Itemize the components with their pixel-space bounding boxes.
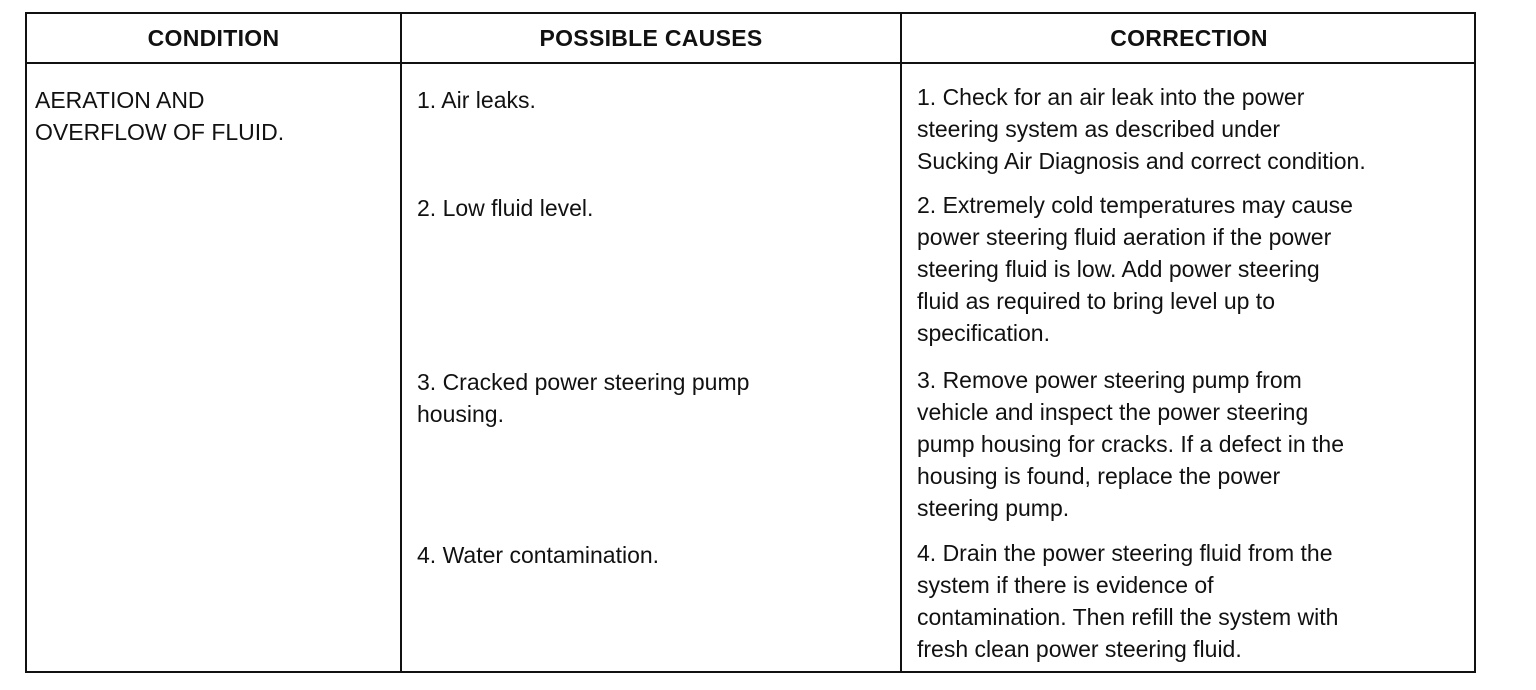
correction-3: 3. Remove power steering pump from vehicle and inspect the power steering pump housing for cracks. If a defect in the housing is found, replace the power steering pump. — [917, 367, 1345, 521]
correction-2: 2. Extremely cold temperatures may cause power steering fluid aeration if the power steering fluid is low. Add power steering fluid as required to bring level up to specification. — [917, 192, 1353, 346]
condition-cell: AERATION AND OVERFLOW OF FLUID. — [35, 87, 285, 145]
header-possible-causes: POSSIBLE CAUSES — [539, 24, 763, 51]
correction-4: 4. Drain the power steering fluid from the system if there is evidence of contamination. Then refill the system with fresh clean power steering fluid. — [917, 540, 1339, 662]
cause-2: 2. Low fluid level. — [417, 195, 594, 221]
header-correction: CORRECTION — [1110, 24, 1268, 51]
cause-3: 3. Cracked power steering pump housing. — [417, 369, 750, 427]
column-divider-1 — [400, 14, 402, 671]
diagnosis-table — [25, 12, 1476, 673]
header-condition: CONDITION — [147, 24, 280, 51]
header-rule — [27, 62, 1474, 64]
cause-4: 4. Water contamination. — [417, 542, 660, 568]
column-divider-2 — [900, 14, 902, 671]
cause-1: 1. Air leaks. — [417, 87, 536, 113]
correction-1: 1. Check for an air leak into the power steering system as described under Sucking Air Diagnosis and correct condition. — [917, 84, 1366, 174]
